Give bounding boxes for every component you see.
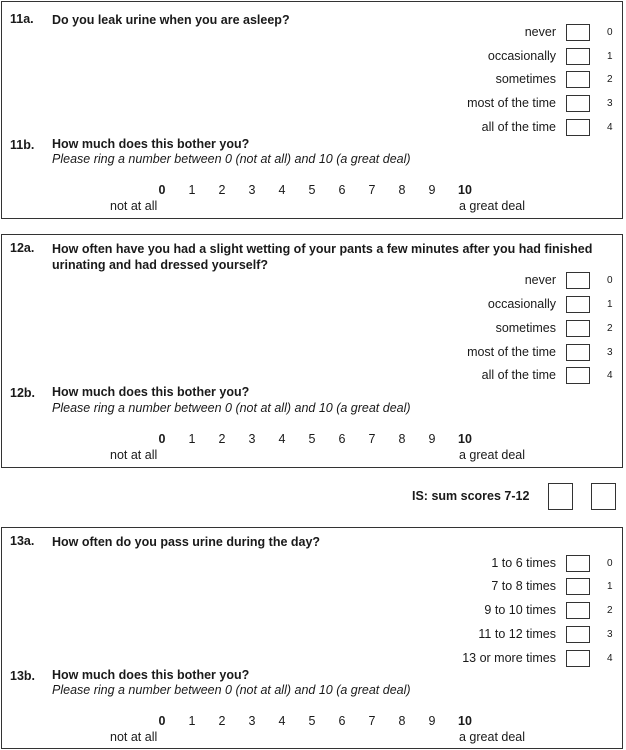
q12-scale-number[interactable]: 0: [158, 432, 166, 446]
q13-scale-number[interactable]: 9: [428, 714, 436, 728]
q13a-text: How often do you pass urine during the day?: [52, 535, 321, 549]
q12-scale-number[interactable]: 4: [278, 432, 286, 446]
q11-option-label: sometimes: [495, 72, 556, 86]
q11-option-score: 4: [607, 122, 613, 133]
q11-option-score: 0: [607, 27, 613, 38]
q13-option-score: 4: [607, 653, 613, 664]
q12-option-label: occasionally: [487, 297, 556, 311]
q13-scale-number[interactable]: 5: [308, 714, 316, 728]
q13-option-score: 1: [607, 581, 613, 592]
q13-option-score: 2: [607, 605, 613, 616]
q13-option-checkbox[interactable]: [566, 602, 590, 619]
q12-option-label: never: [524, 273, 556, 287]
q11b-number: 11b.: [10, 138, 35, 152]
q13b-text: How much does this bother you?: [52, 668, 250, 682]
is-sum-box-tens[interactable]: [548, 483, 573, 510]
q13b-instruction: Please ring a number between 0 (not at all) and 10 (a great deal): [52, 683, 411, 697]
q12b-instruction: Please ring a number between 0 (not at all) and 10 (a great deal): [52, 401, 411, 415]
q11-option-label: most of the time: [467, 96, 556, 110]
q12-option-score: 4: [607, 370, 613, 381]
q11-scale-low-anchor: not at all: [110, 199, 158, 213]
q12a-number: 12a.: [10, 241, 35, 255]
q11-option-score: 2: [607, 74, 613, 85]
q13-option-label: 13 or more times: [462, 651, 556, 665]
q11a-number: 11a.: [10, 12, 34, 26]
q11-scale-number[interactable]: 9: [428, 183, 436, 197]
q13a-number: 13a.: [10, 534, 35, 548]
q11-scale-number[interactable]: 5: [308, 183, 316, 197]
q12-option-label: sometimes: [495, 321, 556, 335]
q12-option-checkbox[interactable]: [566, 296, 590, 313]
q13-scale-number[interactable]: 3: [248, 714, 256, 728]
q12-option-label: most of the time: [467, 345, 556, 359]
q11-scale-high-anchor: a great deal: [459, 199, 526, 213]
q11-scale-number[interactable]: 3: [248, 183, 256, 197]
q13-scale-number[interactable]: 2: [218, 714, 226, 728]
q13-scale-number[interactable]: 7: [368, 714, 376, 728]
q11-option-label: occasionally: [487, 49, 556, 63]
q11b-instruction: Please ring a number between 0 (not at all) and 10 (a great deal): [52, 152, 411, 166]
q12-scale-number[interactable]: 1: [188, 432, 196, 446]
q11-option-label: never: [524, 25, 556, 39]
q12-option-checkbox[interactable]: [566, 367, 590, 384]
q13-option-score: 0: [607, 558, 613, 569]
q12-scale-number[interactable]: 7: [368, 432, 376, 446]
question-12-section: [1, 234, 623, 468]
q11-scale-number[interactable]: 4: [278, 183, 286, 197]
q13-option-label: 1 to 6 times: [491, 556, 556, 570]
q12-scale-high-anchor: a great deal: [459, 448, 526, 462]
q12-scale-low-anchor: not at all: [110, 448, 158, 462]
q11-scale-number[interactable]: 1: [188, 183, 196, 197]
q11-scale-number[interactable]: 0: [158, 183, 166, 197]
q12-scale-number[interactable]: 10: [458, 432, 472, 446]
q11-option-score: 3: [607, 98, 613, 109]
q11-option-checkbox[interactable]: [566, 48, 590, 65]
question-11-section: [1, 1, 623, 219]
q11-option-checkbox[interactable]: [566, 24, 590, 41]
is-sum-box-units[interactable]: [591, 483, 616, 510]
q13-option-checkbox[interactable]: [566, 650, 590, 667]
q11-scale-number[interactable]: 8: [398, 183, 406, 197]
q12-scale-number[interactable]: 8: [398, 432, 406, 446]
q13-scale-number[interactable]: 4: [278, 714, 286, 728]
q12-option-checkbox[interactable]: [566, 320, 590, 337]
q13-scale-number[interactable]: 6: [338, 714, 346, 728]
q13-option-label: 7 to 8 times: [491, 579, 556, 593]
q13-option-label: 11 to 12 times: [478, 627, 556, 641]
q13b-number: 13b.: [10, 669, 36, 683]
question-13-section: [1, 527, 623, 749]
q12-scale-number[interactable]: 5: [308, 432, 316, 446]
q12a-text: How often have you had a slight wetting of your pants a few minutes after you had finished urinating and had dressed yourself?: [52, 242, 593, 272]
q13-option-checkbox[interactable]: [566, 555, 590, 572]
q13-option-label: 9 to 10 times: [484, 603, 556, 617]
q11-option-score: 1: [607, 51, 613, 62]
q12-option-score: 1: [607, 299, 613, 310]
q11-option-checkbox[interactable]: [566, 119, 590, 136]
q12-scale-number[interactable]: 3: [248, 432, 256, 446]
q12-option-score: 2: [607, 323, 613, 334]
q12-option-checkbox[interactable]: [566, 272, 590, 289]
q13-scale-number[interactable]: 8: [398, 714, 406, 728]
q11-scale-number[interactable]: 6: [338, 183, 346, 197]
q13-scale-high-anchor: a great deal: [459, 730, 526, 744]
q12b-number: 12b.: [10, 386, 36, 400]
q13-scale-low-anchor: not at all: [110, 730, 158, 744]
q12-option-score: 0: [607, 275, 613, 286]
q11b-text: How much does this bother you?: [52, 137, 250, 151]
q12-option-checkbox[interactable]: [566, 344, 590, 361]
q12-scale-number[interactable]: 9: [428, 432, 436, 446]
q11a-text: Do you leak urine when you are asleep?: [52, 13, 290, 27]
q13-option-checkbox[interactable]: [566, 626, 590, 643]
q12b-text: How much does this bother you?: [52, 385, 250, 399]
q13-option-score: 3: [607, 629, 613, 640]
q12-option-score: 3: [607, 347, 613, 358]
q11-scale-number[interactable]: 2: [218, 183, 226, 197]
q13-scale-number[interactable]: 0: [158, 714, 166, 728]
q11-scale-number[interactable]: 10: [458, 183, 472, 197]
q11-option-label: all of the time: [481, 120, 556, 134]
q13-option-checkbox[interactable]: [566, 578, 590, 595]
q11-scale-number[interactable]: 7: [368, 183, 376, 197]
is-sum-label: IS: sum scores 7-12: [412, 489, 530, 503]
q13-scale-number[interactable]: 1: [188, 714, 196, 728]
q11-option-checkbox[interactable]: [566, 71, 590, 88]
q11-option-checkbox[interactable]: [566, 95, 590, 112]
q12-scale-number[interactable]: 2: [218, 432, 226, 446]
q13-scale-number[interactable]: 10: [458, 714, 472, 728]
q12-option-label: all of the time: [481, 368, 556, 382]
q12-scale-number[interactable]: 6: [338, 432, 346, 446]
